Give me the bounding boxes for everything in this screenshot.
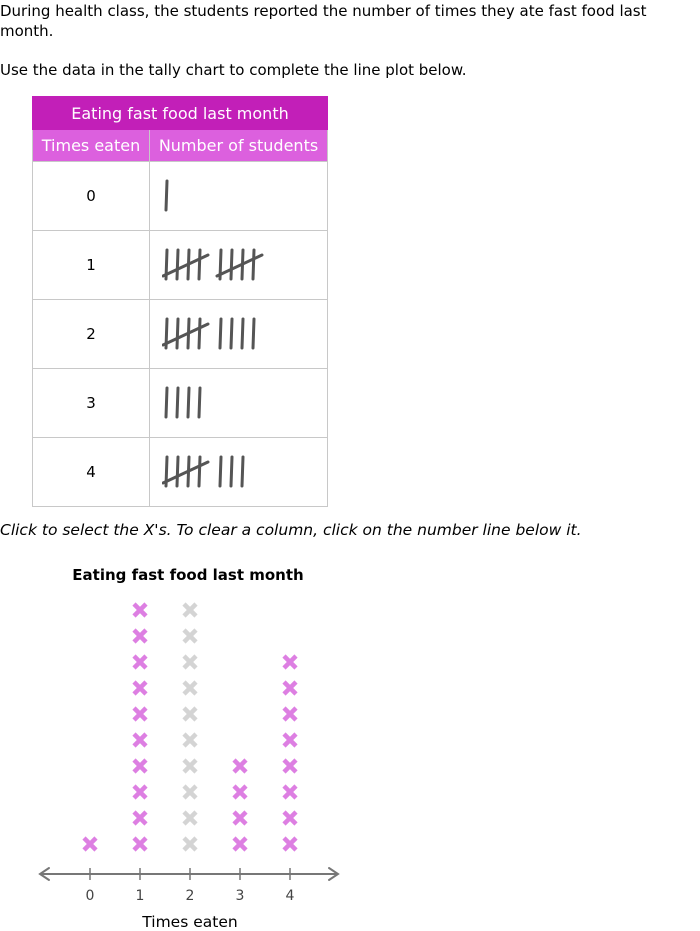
tally-stroke: [177, 250, 178, 279]
x-mark[interactable]: [134, 786, 146, 798]
tally-marks-0: [162, 178, 322, 214]
x-mark[interactable]: [284, 838, 296, 850]
tally-marks-cell: [150, 162, 328, 231]
x-mark[interactable]: [184, 682, 196, 694]
x-mark[interactable]: [234, 812, 246, 824]
tally-row: [33, 231, 328, 300]
x-mark[interactable]: [134, 656, 146, 668]
tally-row: [33, 300, 328, 369]
x-mark[interactable]: [284, 682, 296, 694]
x-mark[interactable]: [284, 786, 296, 798]
tally-marks-cell: [150, 300, 328, 369]
tally-stroke: [199, 250, 200, 279]
tally-stroke: [242, 457, 243, 486]
tally-table: [32, 96, 328, 507]
tally-table-body: [33, 162, 328, 507]
x-mark[interactable]: [184, 786, 196, 798]
x-mark[interactable]: [234, 838, 246, 850]
tally-times-cell: 0: [33, 162, 150, 231]
tally-stroke: [253, 250, 254, 279]
x-mark[interactable]: [184, 734, 196, 746]
x-mark[interactable]: [184, 760, 196, 772]
x-mark[interactable]: [134, 734, 146, 746]
tally-stroke: [220, 319, 221, 348]
tally-row: [33, 369, 328, 438]
tally-times-cell: 2: [33, 300, 150, 369]
tally-marks-2: [162, 316, 322, 352]
tally-stroke: [199, 319, 200, 348]
x-tick-label: 4: [285, 888, 295, 902]
line-plot[interactable]: [30, 592, 350, 902]
x-mark[interactable]: [134, 630, 146, 642]
tally-marks-1: [162, 247, 322, 283]
x-mark[interactable]: [234, 786, 246, 798]
tally-marks-4: [162, 454, 322, 490]
x-axis-label: Times eaten: [142, 913, 238, 931]
x-mark[interactable]: [134, 682, 146, 694]
tally-cross-stroke: [163, 462, 208, 483]
click-instruction: Click to select the X's. To clear a column, click on the number line below it.: [0, 521, 582, 539]
tally-marks-cell: [150, 438, 328, 507]
tally-marks-cell: [150, 231, 328, 300]
tally-times-cell: 1: [33, 231, 150, 300]
x-mark[interactable]: [284, 734, 296, 746]
x-mark[interactable]: [134, 708, 146, 720]
tally-stroke: [253, 319, 254, 348]
x-mark[interactable]: [184, 630, 196, 642]
x-mark[interactable]: [184, 604, 196, 616]
x-mark[interactable]: [284, 656, 296, 668]
x-mark[interactable]: [284, 760, 296, 772]
x-mark[interactable]: [184, 812, 196, 824]
tally-stroke: [231, 250, 232, 279]
tally-stroke: [199, 457, 200, 486]
x-tick-label: 1: [135, 888, 145, 902]
x-mark[interactable]: [184, 708, 196, 720]
intro-text: During health class, the students reported the number of times they ate fast food last month.: [0, 2, 647, 40]
tally-marks-3: [162, 385, 322, 421]
tally-stroke: [242, 319, 243, 348]
tally-stroke: [177, 319, 178, 348]
x-tick-label: 3: [235, 888, 245, 902]
x-tick-label: 0: [85, 888, 95, 902]
tally-stroke: [177, 457, 178, 486]
x-mark[interactable]: [184, 656, 196, 668]
x-mark[interactable]: [134, 604, 146, 616]
tally-stroke: [166, 388, 167, 417]
tally-cross-stroke: [163, 255, 208, 276]
header-times-eaten: Times eaten: [33, 130, 150, 162]
tally-cross-stroke: [217, 255, 262, 276]
x-mark[interactable]: [84, 838, 96, 850]
tally-stroke: [220, 457, 221, 486]
x-tick-label: 2: [185, 888, 195, 902]
tally-marks-cell: [150, 369, 328, 438]
instruction-text: Use the data in the tally chart to complete the line plot below.: [0, 61, 467, 79]
tally-cross-stroke: [163, 324, 208, 345]
header-number-of-students: Number of students: [150, 130, 328, 162]
x-mark[interactable]: [284, 708, 296, 720]
x-mark[interactable]: [184, 838, 196, 850]
tally-row: [33, 438, 328, 507]
tally-row: [33, 162, 328, 231]
tally-stroke: [231, 319, 232, 348]
x-mark[interactable]: [134, 838, 146, 850]
x-mark[interactable]: [134, 812, 146, 824]
tally-table-title: Eating fast food last month: [33, 97, 328, 130]
tally-stroke: [188, 388, 189, 417]
tally-times-cell: 3: [33, 369, 150, 438]
x-mark[interactable]: [234, 760, 246, 772]
plot-title: Eating fast food last month: [72, 566, 304, 584]
tally-stroke: [177, 388, 178, 417]
tally-stroke: [166, 181, 167, 210]
tally-times-cell: 4: [33, 438, 150, 507]
tally-stroke: [231, 457, 232, 486]
x-mark[interactable]: [284, 812, 296, 824]
tally-stroke: [199, 388, 200, 417]
x-mark[interactable]: [134, 760, 146, 772]
